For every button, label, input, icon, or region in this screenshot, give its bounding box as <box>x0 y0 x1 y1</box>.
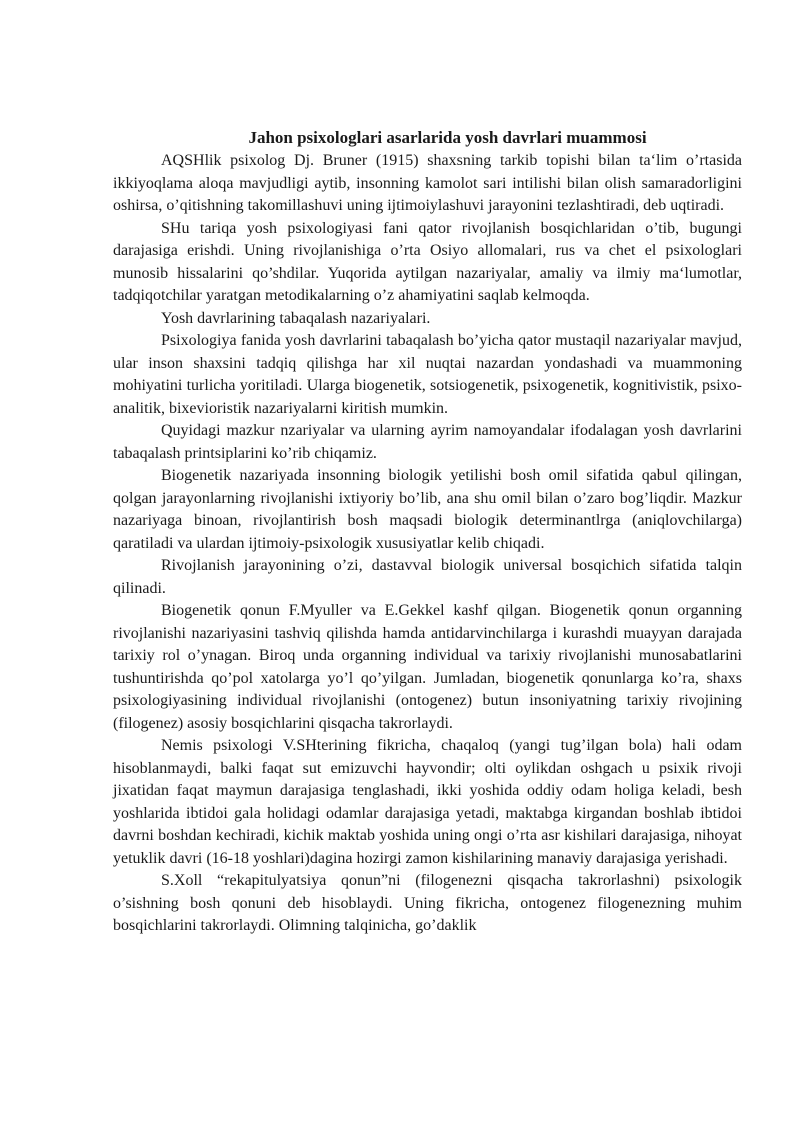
document-page <box>113 126 742 938</box>
paragraph-development-stages: SHu tariqa yosh psixologiyasi fani qator rivojlanish bosqichlaridan o’tib, bugungi darajasiga erishdi. Uning rivojlanishiga o’rta Osiyo allomalari, rus va chet el psixologlari munosib hissalarini qo’shdilar. Yuqorida aytilgan nazariyalar, amaliy va ilmiy ma‘lumotlar, tadqiqotchilar yaratgan metodikalarning o’z ahamiyatini saqlab kelmoqda. <box>113 219 742 304</box>
paragraph-biogenetic-law: Biogenetik qonun F.Myuller va E.Gekkel kashf qilgan. Biogenetik qonun organning rivojlanishi nazariyasini tashviq qilishda hamda antidarvinchilarga i kurashdi muayyan darajada tarixiy rol o’ynagan. Biroq unda organning individual va tarixiy rivojlanishi munosabatlarini tushuntirishda qo’pol xatolarga yo’l qo’yilgan. Jumladan, biogenetik qonunlarga ko’ra, shaxs psixologiyasining individual rivojlanishi (ontogenez) butun insoniyatning tarixiy rivojining (filogenez) asosiy bosqichlarini qisqacha takrorlaydi. <box>113 602 742 732</box>
paragraph-biogenetic-theory: Biogenetik nazariyada insonning biologik yetilishi bosh omil sifatida qabul qilingan, qolgan jarayonlarning rivojlanishi ixtiyoriy bo’lib, ana shu omil bilan o’zaro bog’liqdir. Mazkur nazariyaga binoan, rivojlantirish bosh maqsadi biologik determinantlrga (aniqlovchilarga) qaratiladi va ulardan ijtimoiy-psixologik xususiyatlar kelib chiqadi. <box>113 467 742 552</box>
section-heading-classification: Yosh davrlarining tabaqalash nazariyalari. <box>161 309 431 327</box>
document-title: Jahon psixologlari asarlarida yosh davrlari muammosi <box>248 128 647 147</box>
paragraph-hall: S.Xoll “rekapitulyatsiya qonun”ni (filogenezni qisqacha takrorlashni) psixologik o’sishning bosh qonuni deb hisoblaydi. Uning fikricha, ontogenez filogenezning muhim bosqichlarini takrorlaydi. Olimning talqinicha, go’daklik <box>113 872 742 934</box>
paragraph-theories: Psixologiya fanida yosh davrlarini tabaqalash bo’yicha qator mustaqil nazariyalar mavjud, ular inson shaxsini tadqiq qilishga har xil nuqtai nazardan yondashadi va muammoning mohiyatini turlicha yoritiladi. Ularga biogenetik, sotsiogenetik, psixogenetik, kognitivistik, psixo-analitik, bixevioristik nazariyalarni kiritish mumkin. <box>113 332 742 417</box>
paragraph-stern: Nemis psixologi V.SHterining fikricha, chaqaloq (yangi tug’ilgan bola) hali odam hisoblanmaydi, balki faqat sut emizuvchi hayvondir; olti oylikdan oshgach u psixik rivoji jixatidan faqat maymun darajasiga tenglashadi, ikki yoshida oddiy odam holiga keladi, besh yoshlarida ibtidoi gala holidagi odamlar darajasiga yetadi, maktabga kirgandan boshlab ibtidoi davrni boshdan kechiradi, kichik maktab yoshida uning ongi o’rta asr kishilari darajasiga, nihoyat yetuklik davri (16-18 yoshlari)dagina hozirgi zamon kishilarining manaviy darajasiga yerishadi. <box>113 737 742 867</box>
paragraph-principles: Quyidagi mazkur nzariyalar va ularning ayrim namoyandalar ifodalagan yosh davrlarini tabaqalash printsiplarini ko’rib chiqamiz. <box>113 422 742 462</box>
paragraph-bruner: AQSHlik psixolog Dj. Bruner (1915) shaxsning tarkib topishi bilan ta‘lim o’rtasida ikkiyoqlama aloqa mavjudligi aytib, insonning kamolot sari intilishi bilan olish samaradorligini oshirsa, o’qitishning takomillashuvi uning ijtimoiylashuvi jarayonini tezlashtiradi, deb uqtiradi. <box>113 152 742 214</box>
paragraph-development-process: Rivojlanish jarayonining o’zi, dastavval biologik universal bosqichich sifatida talqin qilinadi. <box>113 557 742 597</box>
